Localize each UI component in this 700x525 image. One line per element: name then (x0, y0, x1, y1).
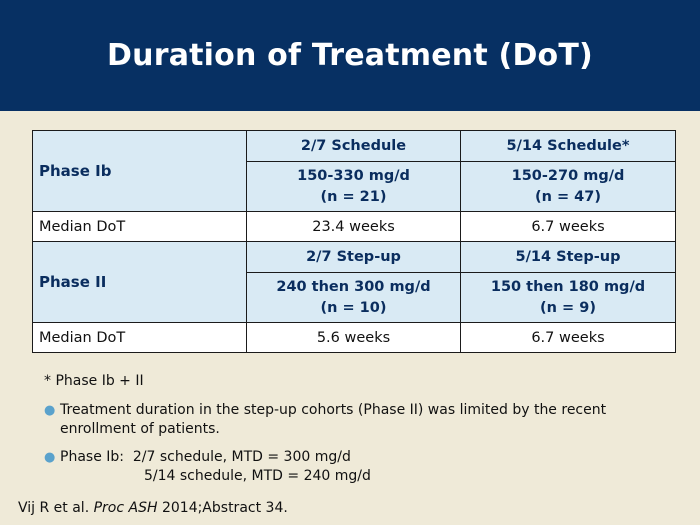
citation-authors: Vij R et al. (18, 500, 94, 516)
phase-ii-median-label: Median DoT (33, 323, 247, 353)
phase-ib-label: Phase Ib (33, 131, 247, 212)
phase-ii-col1-n: (n = 10) (320, 299, 387, 316)
phase-ib-median-col2: 6.7 weeks (461, 212, 676, 242)
bullet-item (44, 448, 664, 486)
phase-ib-col2-header: 5/14 Schedule* (461, 131, 676, 162)
phase-ib-median-col1: 23.4 weeks (247, 212, 461, 242)
bullet-icon: ● (44, 403, 56, 418)
mtd-line-1: Phase Ib: 2/7 schedule, MTD = 300 mg/d (60, 449, 351, 465)
table-row (33, 242, 676, 273)
footnote: * Phase Ib + II (44, 373, 144, 389)
table-row (33, 323, 676, 353)
phase-ii-col2-header: 5/14 Step-up (461, 242, 676, 273)
citation-journal: Proc ASH (93, 500, 158, 516)
phase-ii-label: Phase II (33, 242, 247, 323)
bullet-item (44, 401, 664, 439)
phase-ib-col1-n: (n = 21) (320, 188, 387, 205)
mtd-line-2: 5/14 schedule, MTD = 240 mg/d (144, 468, 371, 484)
phase-ib-col2-n: (n = 47) (534, 188, 601, 205)
title-banner (0, 0, 700, 111)
table-row (33, 212, 676, 242)
dot-table (32, 130, 676, 353)
phase-ib-col2-dose-cell (461, 162, 676, 212)
phase-ib-col2-dose: 150-270 mg/d (511, 167, 625, 184)
bullet-icon: ● (44, 450, 56, 465)
page-title: Duration of Treatment (DoT) (107, 38, 593, 73)
citation-rest: 2014;Abstract 34. (157, 500, 288, 516)
phase-ii-col2-n: (n = 9) (540, 299, 596, 316)
phase-ii-median-col2: 6.7 weeks (461, 323, 676, 353)
table-row (33, 131, 676, 162)
phase-ii-col2-dose: 150 then 180 mg/d (490, 278, 646, 295)
phase-ii-col1-dose: 240 then 300 mg/d (276, 278, 431, 295)
bullet-text-enrollment: Treatment duration in the step-up cohorts (Phase II) was limited by the recent enrollment of patients. (60, 402, 607, 437)
phase-ib-col1-header: 2/7 Schedule (247, 131, 461, 162)
phase-ib-col1-dose-cell (247, 162, 461, 212)
citation (18, 500, 288, 516)
notes-section (44, 372, 664, 495)
phase-ii-col2-dose-cell (461, 273, 676, 323)
phase-ii-col1-header: 2/7 Step-up (247, 242, 461, 273)
phase-ib-median-label: Median DoT (33, 212, 247, 242)
phase-ii-col1-dose-cell (247, 273, 461, 323)
phase-ib-col1-dose: 150-330 mg/d (297, 167, 410, 184)
bullet-text-mtd (60, 448, 664, 486)
phase-ii-median-col1: 5.6 weeks (247, 323, 461, 353)
